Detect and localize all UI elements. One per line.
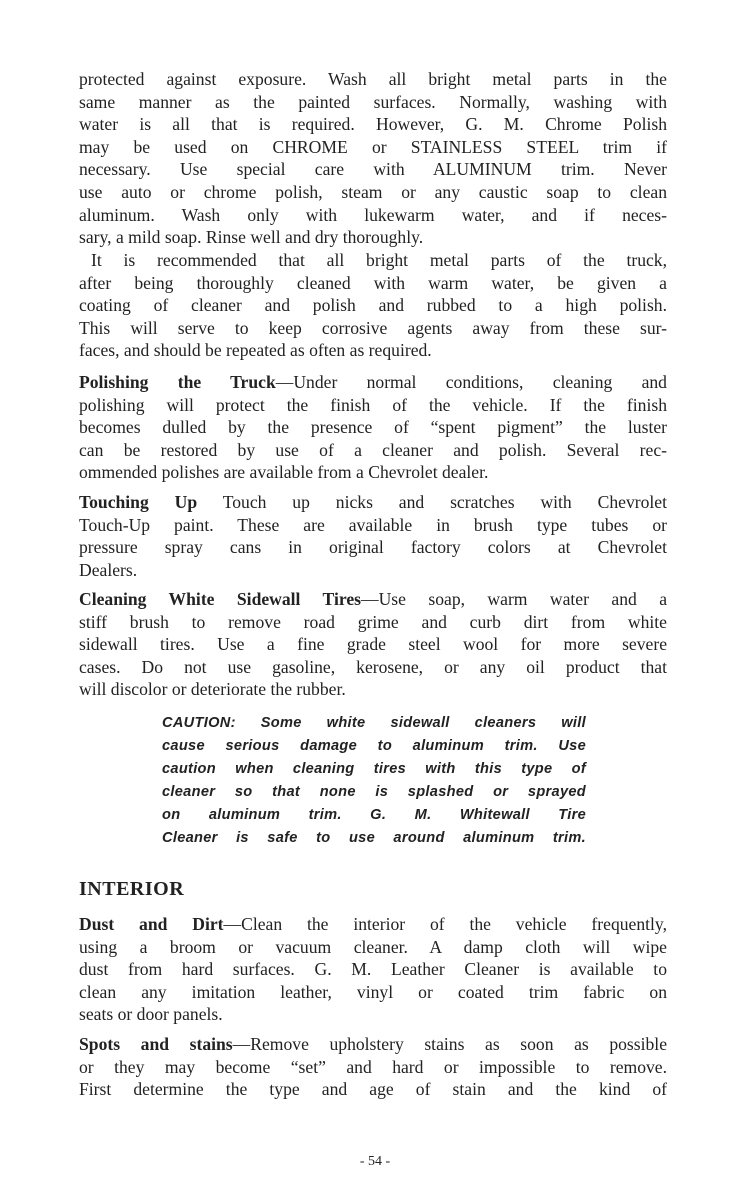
text-line: This will serve to keep corrosive agents away from these sur- bbox=[79, 317, 667, 338]
text-line: sidewall tires. Use a fine grade steel wool for more severe bbox=[79, 634, 667, 655]
text-line: becomes dulled by the presence of “spent pigment” the luster bbox=[79, 417, 667, 438]
text-line: cases. Do not use gasoline, kerosene, or any oil product that bbox=[79, 656, 667, 677]
text-line: will discolor or deteriorate the rubber. bbox=[79, 679, 346, 700]
paragraph-recommendation bbox=[79, 249, 667, 362]
run-in-heading: Cleaning White Sidewall Tires bbox=[79, 589, 361, 609]
caution-note bbox=[162, 712, 586, 850]
text-line: ommended polishes are available from a Chevrolet dealer. bbox=[79, 462, 489, 483]
page-number: - 54 - bbox=[359, 1154, 391, 1169]
run-in-heading: Touching Up bbox=[79, 492, 198, 512]
run-in-heading: Spots and stains bbox=[79, 1034, 233, 1054]
run-in-heading: Dust and Dirt bbox=[79, 914, 224, 934]
paragraph-touching-up bbox=[79, 491, 667, 581]
text-line: —Under normal conditions, cleaning and bbox=[275, 372, 667, 392]
paragraph-bright-metal bbox=[79, 68, 667, 249]
paragraph-polishing bbox=[79, 371, 667, 484]
paragraph-dust-dirt bbox=[79, 913, 667, 1026]
paragraph-spots-stains bbox=[79, 1033, 667, 1101]
text-line: same manner as the painted surfaces. Normally, washing with bbox=[79, 91, 667, 112]
section-heading: INTERIOR bbox=[79, 878, 185, 900]
text-line: water is all that is required. However, G. M. Chrome Polish bbox=[79, 114, 667, 135]
text-line: aluminum. Wash only with lukewarm water, and if neces- bbox=[79, 204, 667, 225]
text-line: necessary. Use special care with ALUMINUM trim. Never bbox=[79, 159, 667, 180]
caution-line: cleaner so that none is splashed or sprayed bbox=[162, 784, 586, 800]
text-line: or they may become “set” and hard or impossible to remove. bbox=[79, 1056, 667, 1077]
caution-line: CAUTION: Some white sidewall cleaners will bbox=[162, 715, 586, 731]
text-line: faces, and should be repeated as often as required. bbox=[79, 340, 432, 361]
text-line: stiff brush to remove road grime and curb dirt from white bbox=[79, 611, 667, 632]
text-line: seats or door panels. bbox=[79, 1004, 223, 1025]
text-line: can be restored by use of a cleaner and polish. Several rec- bbox=[79, 439, 667, 460]
text-line: may be used on CHROME or STAINLESS STEEL trim if bbox=[79, 136, 667, 157]
text-line: coating of cleaner and polish and rubbed to a high polish. bbox=[79, 295, 667, 316]
text-line: after being thoroughly cleaned with warm water, be given a bbox=[79, 272, 667, 293]
text-line: dust from hard surfaces. G. M. Leather Cleaner is available to bbox=[79, 959, 667, 980]
text-line: Dealers. bbox=[79, 559, 138, 580]
caution-line: caution when cleaning tires with this type of bbox=[162, 761, 586, 777]
text-line: Touch up nicks and scratches with Chevrolet bbox=[197, 492, 667, 512]
text-line: —Remove upholstery stains as soon as possible bbox=[232, 1034, 668, 1054]
text-line: —Use soap, warm water and a bbox=[361, 589, 668, 609]
text-line: using a broom or vacuum cleaner. A damp cloth will wipe bbox=[79, 936, 667, 957]
text-line: use auto or chrome polish, steam or any caustic soap to clean bbox=[79, 181, 667, 202]
text-line: protected against exposure. Wash all bright metal parts in the bbox=[79, 69, 667, 89]
text-line: —Clean the interior of the vehicle frequently, bbox=[223, 914, 667, 934]
caution-line: Cleaner is safe to use around aluminum trim. bbox=[162, 830, 586, 846]
paragraph-whitewall bbox=[79, 588, 667, 701]
text-line: Touch-Up paint. These are available in brush type tubes or bbox=[79, 514, 667, 535]
text-line: First determine the type and age of stain and the kind of bbox=[79, 1079, 667, 1100]
text-line: It is recommended that all bright metal parts of the truck, bbox=[91, 250, 667, 270]
run-in-heading: Polishing the Truck bbox=[79, 372, 276, 392]
text-line: pressure spray cans in original factory colors at Chevrolet bbox=[79, 537, 667, 558]
text-line: clean any imitation leather, vinyl or coated trim fabric on bbox=[79, 981, 667, 1002]
text-line: sary, a mild soap. Rinse well and dry thoroughly. bbox=[79, 227, 424, 248]
text-line: polishing will protect the finish of the vehicle. If the finish bbox=[79, 394, 667, 415]
caution-line: cause serious damage to aluminum trim. Use bbox=[162, 738, 586, 754]
caution-line: on aluminum trim. G. M. Whitewall Tire bbox=[162, 807, 586, 823]
